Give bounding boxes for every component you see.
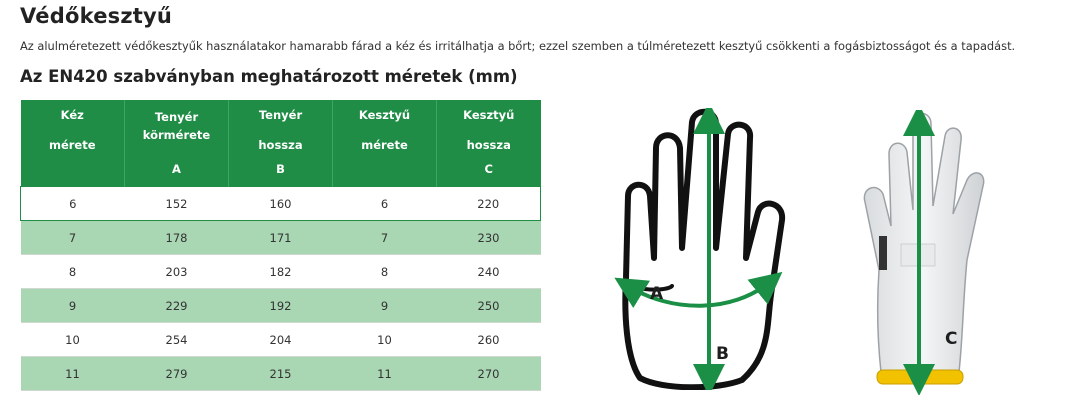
cell-glove-length: 270 (437, 357, 541, 391)
cell-glove-length: 220 (437, 187, 541, 221)
label-a: A (650, 284, 664, 304)
header-line: hossza (466, 138, 511, 152)
table-row (21, 255, 541, 289)
cell-palm-circumference: 152 (125, 187, 229, 221)
header-palm-length (229, 100, 333, 187)
page-title: Védőkesztyű (20, 4, 173, 28)
table-row (21, 289, 541, 323)
header-line: körmérete (142, 128, 211, 142)
cell-glove-size: 9 (333, 289, 437, 323)
cell-palm-length: 182 (229, 255, 333, 289)
cell-hand-size: 10 (21, 323, 125, 357)
header-line: hossza (258, 138, 303, 152)
header-line: Tenyér (258, 108, 303, 122)
cell-palm-length: 204 (229, 323, 333, 357)
cell-palm-length: 192 (229, 289, 333, 323)
table-header-row (21, 100, 541, 187)
header-line: mérete (48, 138, 96, 152)
cell-hand-size: 11 (21, 357, 125, 391)
header-line: A (172, 162, 181, 176)
header-glove-size (333, 100, 437, 187)
header-line: Tenyér (154, 110, 199, 124)
glove-measurement-diagram (855, 110, 1015, 395)
header-line: Kesztyű (358, 108, 411, 122)
cell-glove-length: 240 (437, 255, 541, 289)
cell-palm-circumference: 229 (125, 289, 229, 323)
header-palm-circumference (125, 100, 229, 187)
cell-glove-size: 7 (333, 221, 437, 255)
header-glove-length (437, 100, 541, 187)
cell-hand-size: 6 (21, 187, 125, 221)
cell-glove-length: 230 (437, 221, 541, 255)
cell-glove-size: 6 (333, 187, 437, 221)
label-c: C (945, 329, 958, 349)
hand-outline-icon (625, 112, 782, 388)
cell-glove-size: 10 (333, 323, 437, 357)
hand-measurement-diagram (612, 108, 812, 390)
cell-palm-circumference: 279 (125, 357, 229, 391)
size-table (20, 100, 541, 391)
cell-palm-length: 171 (229, 221, 333, 255)
intro-text: Az alulméretezett védőkesztyűk használatakor hamarabb fárad a kéz és irritálhatja a bőrt; ezzel szemben a túlméretezett kesztyű csökkenti a fogásbiztosságot és a tapadást. (20, 39, 1016, 53)
table-row (21, 221, 541, 255)
header-line: mérete (361, 138, 408, 152)
label-b: B (716, 344, 729, 364)
cell-hand-size: 8 (21, 255, 125, 289)
header-line: B (276, 162, 285, 176)
cell-glove-length: 250 (437, 289, 541, 323)
cell-palm-length: 160 (229, 187, 333, 221)
cell-hand-size: 9 (21, 289, 125, 323)
cell-glove-size: 8 (333, 255, 437, 289)
header-line: C (484, 162, 493, 176)
table-row (21, 187, 541, 221)
table-row (21, 323, 541, 357)
size-table-container (20, 100, 541, 391)
cell-palm-circumference: 203 (125, 255, 229, 289)
header-line: Kesztyű (463, 108, 515, 122)
cell-hand-size: 7 (21, 221, 125, 255)
header-line: Kéz (60, 108, 84, 122)
cell-palm-circumference: 178 (125, 221, 229, 255)
cell-palm-circumference: 254 (125, 323, 229, 357)
cell-glove-size: 11 (333, 357, 437, 391)
table-subtitle: Az EN420 szabványban meghatározott méretek (mm) (20, 67, 518, 86)
glove-icon (864, 114, 983, 385)
header-hand-size (21, 100, 125, 187)
cell-palm-length: 215 (229, 357, 333, 391)
cell-glove-length: 260 (437, 323, 541, 357)
table-row (21, 357, 541, 391)
